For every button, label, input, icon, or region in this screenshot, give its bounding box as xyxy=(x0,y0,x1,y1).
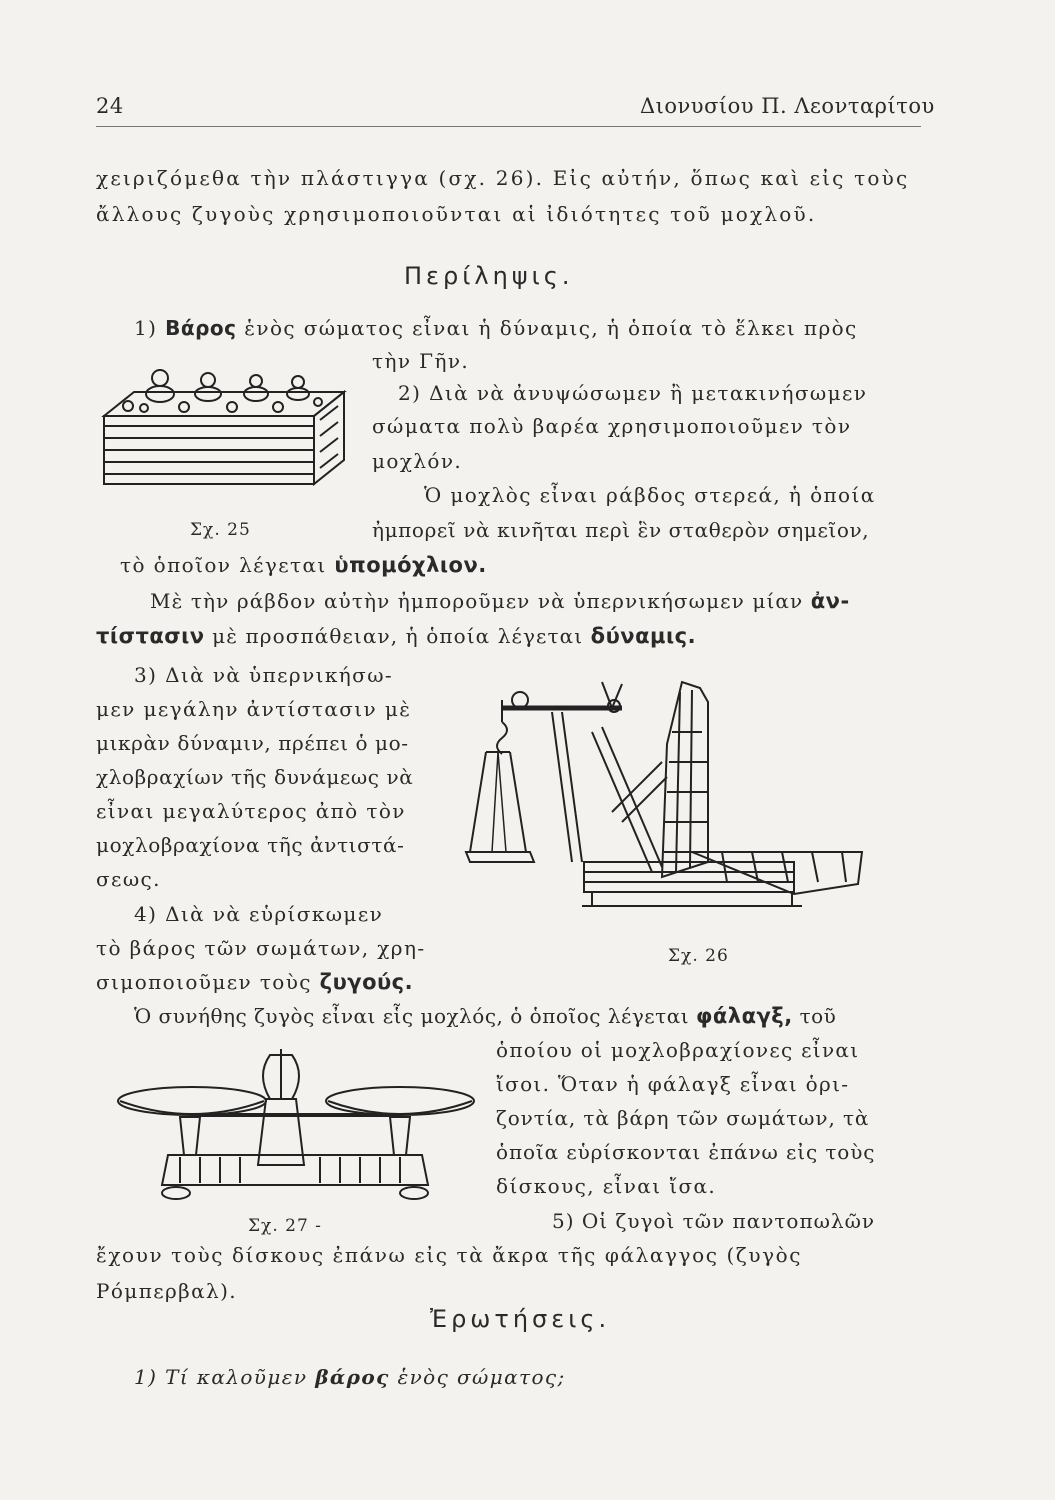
para-3-line-6: μοχλοβραχίονα τῆς ἀντιστά- xyxy=(96,833,405,857)
fig-27-caption: Σχ. 27 - xyxy=(248,1216,322,1236)
para-1-number: 1) xyxy=(134,316,158,340)
term-antistasis-a: ἀν- xyxy=(810,589,850,613)
para-4-line-4-text: Ὁ συνήθης ζυγὸς εἶναι εἷς μοχλός, ὁ ὁποῖος λέγεται xyxy=(134,1004,690,1028)
para-3-line-3: μικρὰν δύναμιν, πρέπει ὁ μο- xyxy=(96,731,409,755)
para-2-line-4: Ὁ μοχλὸς εἶναι ράβδος στερεά, ἡ ὁποία xyxy=(424,483,876,507)
para-4-line-1: 4) Διὰ νὰ εὑρίσκωμεν xyxy=(134,902,384,926)
intro-line-1: χειριζόμεθα τὴν πλάστιγγα (σχ. 26). Εἰς αὐτήν, ὅπως καὶ εἰς τοὺς xyxy=(96,166,910,190)
para-4-line-3-text: σιμοποιοῦμεν τοὺς xyxy=(96,970,312,994)
para-4-right-line-1: ὁποίου οἱ μοχλοβραχίονες εἶναι xyxy=(496,1038,860,1062)
para-2-line-7 xyxy=(150,586,850,616)
para-2-line-6-text: τὸ ὁποῖον λέγεται xyxy=(120,553,327,577)
para-2-line-5: ἠμπορεῖ νὰ κινῆται περὶ ἓν σταθερὸν σημεῖον, xyxy=(372,518,870,542)
para-2-line-8 xyxy=(96,621,696,651)
fig-27-roberval-balance-icon xyxy=(110,1045,482,1210)
para-4-line-2: τὸ βάρος τῶν σωμάτων, χρη- xyxy=(96,936,426,960)
para-2-line-8-text: μὲ προσπάθειαν, ἡ ὁποία λέγεται xyxy=(212,624,584,648)
term-dynamis: δύναμις. xyxy=(590,624,697,648)
para-3-line-7: σεως. xyxy=(96,867,161,891)
para-4-line-4 xyxy=(134,1001,836,1031)
para-5-line-1: 5) Οἱ ζυγοὶ τῶν παντοπωλῶν xyxy=(552,1209,876,1233)
fig-25-weight-box-icon xyxy=(98,364,348,494)
para-5-line-2: ἔχουν τοὺς δίσκους ἐπάνω εἰς τὰ ἄκρα τῆς φάλαγγος (ζυγὸς xyxy=(96,1243,803,1267)
term-antistasis-b: τίστασιν xyxy=(96,624,205,648)
header-rule xyxy=(96,126,921,127)
term-falagx: φάλαγξ, xyxy=(695,1004,793,1028)
para-4-right-line-2: ἴσοι. Ὅταν ἡ φάλαγξ εἶναι ὁρι- xyxy=(496,1072,850,1096)
para-1-line-2: τὴν Γῆν. xyxy=(372,349,470,373)
para-4-right-line-3: ζοντία, τὰ βάρη τῶν σωμάτων, τὰ xyxy=(496,1106,870,1130)
page-number: 24 xyxy=(96,94,124,118)
fig-26-platform-scale-icon xyxy=(462,672,864,922)
para-4-right-line-4: ὁποῖα εὑρίσκονται ἐπάνω εἰς τοὺς xyxy=(496,1140,876,1164)
para-1-text: ἑνὸς σώματος εἶναι ἡ δύναμις, ἡ ὁποία τὸ ἕλκει πρὸς xyxy=(244,316,858,340)
para-3-line-4: χλοβραχίων τῆς δυνάμεως νὰ xyxy=(96,765,414,789)
question-1 xyxy=(134,1362,566,1392)
para-3-line-5: εἶναι μεγαλύτερος ἀπὸ τὸν xyxy=(96,799,406,823)
summary-heading: Περίληψις. xyxy=(404,262,574,290)
term-varos: Βάρος xyxy=(165,316,237,340)
intro-line-2: ἄλλους ζυγοὺς χρησιμοποιοῦνται αἱ ἰδιότητες τοῦ μοχλοῦ. xyxy=(96,202,817,226)
para-5-line-3: Ρόμπερβαλ). xyxy=(96,1279,238,1303)
term-zygous: ζυγούς. xyxy=(319,970,414,994)
para-2-line-6 xyxy=(120,550,487,580)
question-1-end: ἑνὸς σώματος; xyxy=(397,1365,566,1389)
question-1-text: 1) Τί καλοῦμεν xyxy=(134,1365,308,1389)
para-3-line-2: μεν μεγάλην ἀντίστασιν μὲ xyxy=(96,697,412,721)
para-2-line-2: σώματα πολὺ βαρέα χρησιμοποιοῦμεν τὸν xyxy=(372,414,852,438)
para-4-right-line-5: δίσκους, εἶναι ἴσα. xyxy=(496,1174,717,1198)
running-head: Διονυσίου Π. Λεονταρίτου xyxy=(640,94,935,118)
para-2-line-7-text: Μὲ τὴν ράβδον αὐτὴν ἠμποροῦμεν νὰ ὑπερνικήσωμεν μίαν xyxy=(150,589,804,613)
questions-heading: Ἐρωτήσεις. xyxy=(430,1305,611,1333)
term-ypomochlion: ὑπομόχλιον. xyxy=(334,553,487,577)
para-3-line-1: 3) Διὰ νὰ ὑπερνικήσω- xyxy=(134,663,394,687)
para-2-line-1: 2) Διὰ νὰ ἀνυψώσωμεν ἢ μετακινήσωμεν xyxy=(398,381,868,405)
question-1-term: βάρος xyxy=(315,1365,390,1389)
para-4-line-4-end: τοῦ xyxy=(799,1004,837,1028)
fig-25-caption: Σχ. 25 xyxy=(190,520,251,540)
fig-26-caption: Σχ. 26 xyxy=(668,946,729,966)
para-1-line-1 xyxy=(134,313,858,343)
para-4-line-3 xyxy=(96,967,413,997)
para-2-line-3: μοχλόν. xyxy=(372,449,463,473)
